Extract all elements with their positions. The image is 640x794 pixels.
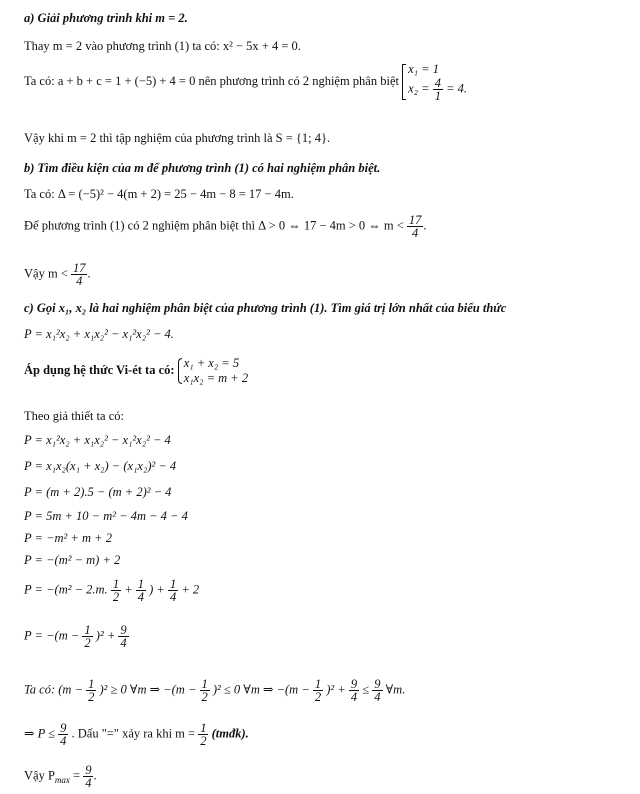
vieta-line: Áp dụng hệ thức Vi-ét ta có: x₁ + x₂ = 5 x₁x₂ = m + 2 xyxy=(24,356,249,385)
step-6: P = −(m² − m) + 2 xyxy=(24,553,121,567)
part-c-expression: P = x₁²x₂ + x₁x₂² − x₁²x₂² − 4. xyxy=(24,327,174,341)
theo-gia-thiet: Theo giả thiết ta có: xyxy=(24,409,124,423)
step-4: P = 5m + 10 − m² − 4m − 4 − 4 xyxy=(24,509,188,523)
step-8: P = −(m − $\frac{1}{2}$ )² + $\frac{9}{4}$ xyxy=(24,623,127,650)
part-a-line-1: Thay m = 2 vào phương trình (1) ta có: x² − 5x + 4 = 0. xyxy=(24,39,301,53)
step-5: P = −m² + m + 2 xyxy=(24,531,112,545)
step-1: P = x₁²x₂ + x₁x₂² − x₁²x₂² − 4 xyxy=(24,433,171,447)
part-b-line-3: Vậy m < $\frac{17}{4}$ . xyxy=(24,261,91,288)
part-a-line-3: Vậy khi m = 2 thì tập nghiệm của phương trình là S = {1; 4}. xyxy=(24,131,331,145)
inequality-line: Ta có: (m − $\frac{1}{2}$ )² ≥ 0 ∀m ⇒ −(m − $\frac{1}{2}$ )² ≤ 0 ∀m ⇒ −(m − $\frac{1}{2}$ )² + $\frac{9}{4}$ ≤ $\frac{9}{4}$ ∀m. xyxy=(24,677,406,704)
part-b-heading: b) Tìm điều kiện của m để phương trình (1) có hai nghiệm phân biệt. xyxy=(24,161,381,175)
implication-line: ⇒ P ≤ $\frac{9}{4}$ . Dấu "=" xảy ra khi m = $\frac{1}{2}$ (tmđk). xyxy=(24,721,249,748)
step-7: P = −(m² − 2.m. $\frac{1}{2}$ + $\frac{1}{4}$ ) + $\frac{1}{4}$ + 2 xyxy=(24,577,200,604)
part-b-line-2: Để phương trình (1) có 2 nghiệm phân biệt thì Δ > 0 ⇔ 17 − 4m > 0 ⇔ m < $\frac{17}{4}$ . xyxy=(24,213,427,240)
step-2: P = x₁x₂(x₁ + x₂) − (x₁x₂)² − 4 xyxy=(24,459,177,473)
roots-system: x₁ = 1 x₂ = $\frac{4}{1}$ = 4. xyxy=(402,62,467,102)
step-3: P = (m + 2).5 − (m + 2)² − 4 xyxy=(24,485,172,499)
part-c-heading: c) Gọi x₁, x₂ là hai nghiệm phân biệt của phương trình (1). Tìm giá trị lớn nhất của biểu thức xyxy=(24,301,507,315)
part-b-line-1: Ta có: Δ = (−5)² − 4(m + 2) = 25 − 4m − 8 = 17 − 4m. xyxy=(24,187,294,201)
part-a-line-2: Ta có: a + b + c = 1 + (−5) + 4 = 0 nên phương trình có 2 nghiệm phân biệt x₁ = 1 x₂ = $\frac{4}{1}$ = 4. xyxy=(24,62,468,103)
final-answer: Vậy $P_{max}$ = $\frac{9}{4}$ . xyxy=(24,763,97,790)
part-a-heading: a) Giải phương trình khi m = 2. xyxy=(24,11,188,25)
vieta-system: x₁ + x₂ = 5 x₁x₂ = m + 2 xyxy=(178,356,248,386)
